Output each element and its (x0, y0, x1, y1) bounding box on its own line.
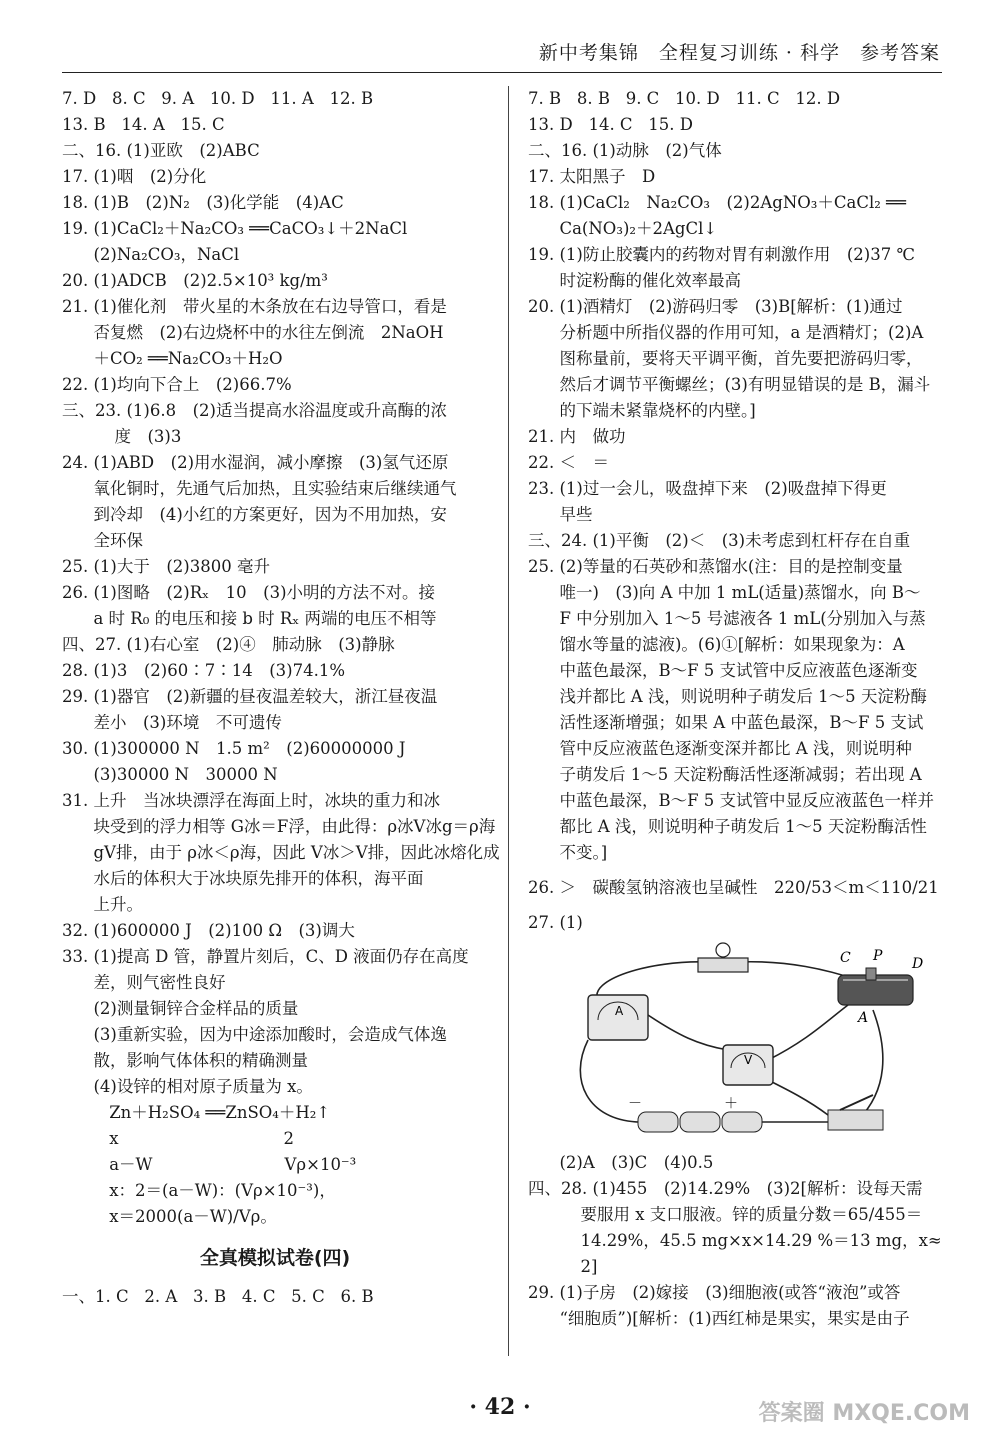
answer-line: (2)Na₂CO₃，NaCl (62, 245, 240, 264)
answer-line: 三、24. (1)平衡 (2)＜ (3)未考虑到杠杆存在自重 (528, 531, 911, 550)
answer-line: 19. (1)CaCl₂＋Na₂CO₃ ══CaCO₃↓＋2NaCl (62, 219, 408, 238)
answer-line: 全环保 (62, 531, 143, 550)
answer-line: 散，影响气体体积的精确测量 (62, 1051, 308, 1070)
answer-line: 要服用 x 支口服液。锌的质量分数＝65/455＝ (528, 1205, 923, 1224)
answer-line: 18. (1)B (2)N₂ (3)化学能 (4)AC (62, 193, 344, 212)
circuit-svg (528, 940, 928, 1150)
answer-line: 管中反应液蓝色逐渐变深并都比 A 浅，则说明种 (528, 739, 912, 758)
answer-line: (2)A (3)C (4)0.5 (528, 1153, 714, 1172)
answer-line: 二、16. (1)亚欧 (2)ABC (62, 141, 260, 160)
answer-line: 7. B 8. B 9. C 10. D 11. C 12. D (528, 89, 841, 108)
answer-line: 都比 A 浅，则说明种子萌发后 1～5 天淀粉酶活性 (528, 817, 927, 836)
switch-icon (828, 1095, 883, 1130)
circuit-diagram (528, 940, 928, 1150)
answer-line: 14.29%，45.5 mg×x×14.29 %＝13 mg，x≈ (528, 1231, 942, 1250)
page-number: · 42 · (469, 1394, 531, 1420)
wire (768, 1005, 848, 1060)
answer-line: (3)重新实验，因为中途添加酸时，会造成气体逸 (62, 1025, 447, 1044)
answer-line: 13. D 14. C 15. D (528, 115, 694, 134)
answer-line: 24. (1)ABD (2)用水湿润，减小摩擦 (3)氢气还原 (62, 453, 449, 472)
answer-line-27: 27. (1) (528, 913, 583, 932)
answer-line: Zn＋H₂SO₄ ══ZnSO₄＋H₂↑ (62, 1103, 331, 1122)
battery-pack-icon (638, 1112, 762, 1132)
answer-line: 20. (1)酒精灯 (2)游码归零 (3)B[解析：(1)通过 (528, 297, 903, 316)
label-d: D (912, 956, 924, 972)
answer-line: 四、28. (1)455 (2)14.29% (3)2[解析：设每天需 (528, 1179, 923, 1198)
answer-line: (4)设锌的相对原子质量为 x。 (62, 1077, 313, 1096)
answer-line: 早些 (528, 505, 593, 524)
answer-line-26: 26. ＞ 碳酸氢钠溶液也呈碱性 220/53＜m＜110/21 (528, 878, 939, 897)
right-column (528, 86, 950, 1332)
answer-line: 然后才调节平衡螺丝；(3)有明显错误的是 B，漏斗 (528, 375, 931, 394)
answer-line: 分析题中所指仪器的作用可知，a 是酒精灯；(2)A (528, 323, 924, 342)
watermark-logo: 答案圈 MXQE.COM (758, 1401, 970, 1426)
answer-line: gV排，由于 ρ冰＜ρ海，因此 V冰＞V排，因此冰熔化成 (62, 843, 500, 862)
answer-line: 差小 (3)环境 不可遗传 (62, 713, 282, 732)
label-c: C (840, 950, 851, 966)
left-answer-lines (62, 86, 500, 1230)
voltmeter-label: V (744, 1053, 753, 1067)
answer-line: 17. 太阳黑子 D (528, 167, 656, 186)
answer-line: a 时 R₀ 的电压和接 b 时 Rₓ 两端的电压不相等 (62, 609, 437, 628)
answer-line: 浅并都比 A 浅，则说明种子萌发后 1～5 天淀粉酶 (528, 687, 927, 706)
answer-line: 一、1. C 2. A 3. B 4. C 5. C 6. B (62, 1287, 374, 1306)
answer-line: 21. (1)催化剂 带火星的木条放在右边导管口，看是 (62, 297, 447, 316)
answer-line: a－W Vρ×10⁻³ (62, 1155, 357, 1174)
answer-line: 水后的体积大于冰块原先排开的体积，海平面 (62, 869, 424, 888)
answer-line: 到冷却 (4)小红的方案更好，因为不用加热，安 (62, 505, 447, 524)
answer-line: 二、16. (1)动脉 (2)气体 (528, 141, 722, 160)
answer-line: 18. (1)CaCl₂ Na₂CO₃ (2)2AgNO₃＋CaCl₂ ══ (528, 193, 907, 212)
answer-line: 31. 上升 当冰块漂浮在海面上时，冰块的重力和冰 (62, 791, 440, 810)
answer-line: 三、23. (1)6.8 (2)适当提高水浴温度或升高酶的浓 (62, 401, 447, 420)
wire (858, 1010, 883, 1120)
answer-line: 四、27. (1)右心室 (2)④ 肺动脉 (3)静脉 (62, 635, 395, 654)
answer-line: 29. (1)器官 (2)新疆的昼夜温差较大，浙江昼夜温 (62, 687, 438, 706)
answer-line: 图称量前，要将天平调平衡，首先要把游码归零， (528, 349, 923, 368)
label-p: P (873, 948, 883, 964)
answer-line: 中蓝色最深，B～F 5 支试管中显反应液蓝色一样并 (528, 791, 935, 810)
voltmeter-icon (723, 1045, 773, 1085)
wire (597, 962, 708, 1000)
answer-line: 块受到的浮力相等 G冰＝F浮，由此得：ρ冰V冰g＝ρ海 (62, 817, 496, 836)
answer-line: 2] (528, 1257, 598, 1276)
answer-line: ＋CO₂ ══Na₂CO₃＋H₂O (62, 349, 283, 368)
answer-line: 7. D 8. C 9. A 10. D 11. A 12. B (62, 89, 374, 108)
answer-line: 时淀粉酶的催化效率最高 (528, 271, 741, 290)
answer-line: 20. (1)ADCB (2)2.5×10³ kg/m³ (62, 271, 328, 290)
answer-line: 中蓝色最深，B～F 5 支试管中反应液蓝色逐渐变 (528, 661, 918, 680)
battery-plus: ＋ (724, 1096, 738, 1112)
answer-line: 子萌发后 1～5 天淀粉酶活性逐渐减弱；若出现 A (528, 765, 922, 784)
answer-line: 26. (1)图略 (2)Rₓ 10 (3)小明的方法不对。接 (62, 583, 436, 602)
answer-line: 差，则气密性良好 (62, 973, 226, 992)
answer-line: 22. (1)均向下合上 (2)66.7% (62, 375, 292, 394)
section-title: 全真模拟试卷(四) (199, 1247, 351, 1269)
answer-line: 32. (1)600000 J (2)100 Ω (3)调大 (62, 921, 355, 940)
answer-line: 度 (3)3 (62, 427, 182, 446)
left-column (62, 86, 500, 1310)
answer-line: 17. (1)咽 (2)分化 (62, 167, 207, 186)
answer-line: 33. (1)提高 D 管，静置片刻后，C、D 液面仍存在高度 (62, 947, 469, 966)
answer-line: 不变。] (528, 843, 608, 862)
answer-line: 否复燃 (2)右边烧杯中的水往左倒流 2NaOH (62, 323, 444, 342)
right-answer-lines-b (528, 1150, 950, 1332)
answer-line: (3)30000 N 30000 N (62, 765, 278, 784)
right-answer-lines-a (528, 86, 950, 866)
bulb-icon (698, 943, 748, 972)
answer-line: 25. (2)等量的石英砂和蒸馏水(注：目的是控制变量 (528, 557, 903, 576)
header-rule (62, 72, 942, 73)
answer-line: 28. (1)3 (2)60∶7∶14 (3)74.1% (62, 661, 346, 680)
answer-line: 13. B 14. A 15. C (62, 115, 225, 134)
rheostat-icon (838, 968, 913, 1005)
ammeter-icon (588, 995, 648, 1040)
column-divider (508, 86, 509, 1356)
wire (768, 1080, 828, 1115)
answer-line: 30. (1)300000 N 1.5 m² (2)60000000 J (62, 739, 406, 758)
wire (648, 1015, 728, 1050)
answer-line: Ca(NO₃)₂＋2AgCl↓ (528, 219, 718, 238)
answer-line: x：2＝(a－W)：(Vρ×10⁻³)， (62, 1181, 336, 1200)
answer-line: “细胞质”)[解析：(1)西红柿是果实，果实是由子 (528, 1309, 910, 1328)
answer-line: 22. ＜ ＝ (528, 453, 609, 472)
answer-line: 19. (1)防止胶囊内的药物对胃有刺激作用 (2)37 ℃ (528, 245, 915, 264)
answer-line: F 中分别加入 1～5 号滤液各 1 mL(分别加入与蒸 (528, 609, 926, 628)
page-header: 新中考集锦 全程复习训练 · 科学 参考答案 (538, 42, 940, 64)
answer-line: 21. 内 做功 (528, 427, 626, 446)
answer-line: 的下端未紧靠烧杯的内壁。] (528, 401, 756, 420)
answer-line: 氧化铜时，先通气后加热，且实验结束后继续通气 (62, 479, 457, 498)
answer-line: 29. (1)子房 (2)嫁接 (3)细胞液(或答“液泡”或答 (528, 1283, 901, 1302)
answer-line: (2)测量铜锌合金样品的质量 (62, 999, 299, 1018)
answer-line: 23. (1)过一会儿，吸盘掉下来 (2)吸盘掉下得更 (528, 479, 887, 498)
answer-line: 活性逐渐增强；如果 A 中蓝色最深，B～F 5 支试 (528, 713, 924, 732)
label-a: A (858, 1010, 869, 1026)
answer-line: x＝2000(a－W)/Vρ。 (62, 1207, 277, 1226)
answer-line: x 2 (62, 1129, 295, 1148)
ammeter-label: A (615, 1004, 624, 1018)
answer-line: 25. (1)大于 (2)3800 毫升 (62, 557, 270, 576)
answer-line: 馏水等量的滤液)。(6)①[解析：如果现象为：A (528, 635, 905, 654)
battery-minus: － (628, 1096, 642, 1112)
answer-line: 上升。 (62, 895, 143, 914)
answer-line: 唯一) (3)向 A 中加 1 mL(适量)蒸馏水，向 B～ (528, 583, 921, 602)
